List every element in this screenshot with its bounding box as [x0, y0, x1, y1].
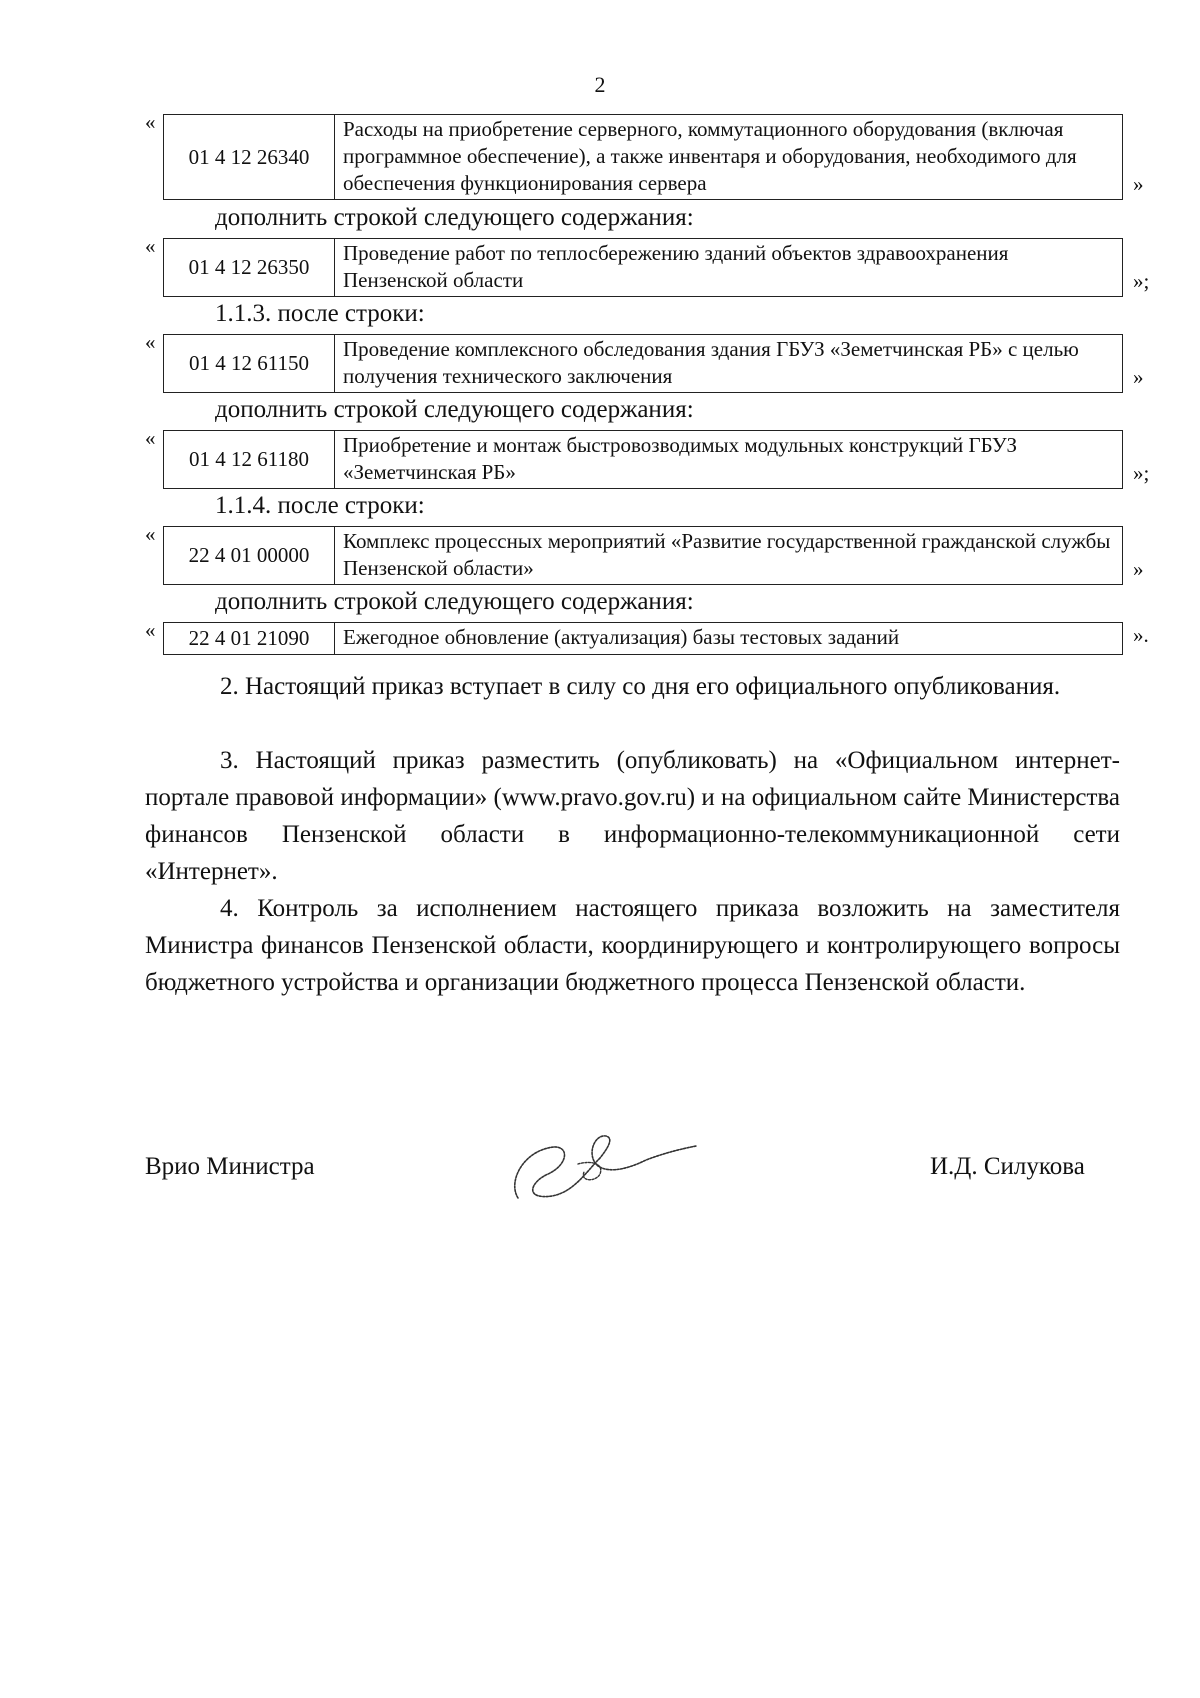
open-quote: « — [145, 110, 156, 134]
budget-code: 01 4 12 26350 — [164, 239, 335, 296]
open-quote: « — [145, 330, 156, 354]
budget-code: 01 4 12 61180 — [164, 431, 335, 488]
row-table — [163, 238, 1123, 297]
instruction-add-row: дополнить строкой следующего содержания: — [215, 588, 694, 615]
budget-description: Приобретение и монтаж быстровозводимых модульных конструкций ГБУЗ «Земетчинская РБ» — [343, 433, 1018, 484]
signatory-name: И.Д. Силукова — [930, 1153, 1085, 1180]
close-quote: » — [1133, 365, 1144, 389]
table-row — [145, 522, 1144, 585]
instruction-item-114: 1.1.4. после строки: — [215, 492, 425, 519]
table-row — [145, 110, 1144, 200]
close-quote: »; — [1133, 269, 1150, 293]
open-quote: « — [145, 234, 156, 258]
close-quote: » — [1133, 172, 1144, 196]
budget-code: 22 4 01 00000 — [164, 527, 335, 584]
instruction-add-row: дополнить строкой следующего содержания: — [215, 204, 694, 231]
row-table — [163, 622, 1123, 655]
row-table — [163, 334, 1123, 393]
budget-description: Расходы на приобретение серверного, коммутационного оборудования (включая программное обеспечение), а также инвентаря и оборудования, необходимого для обеспечения функционирования сервера — [343, 117, 1077, 195]
instruction-item-113: 1.1.3. после строки: — [215, 300, 425, 327]
page-number: 2 — [594, 72, 606, 97]
budget-description: Проведение комплексного обследования здания ГБУЗ «Земетчинская РБ» с целью получения технического заключения — [343, 337, 1079, 388]
budget-description: Ежегодное обновление (актуализация) базы тестовых заданий — [343, 625, 900, 649]
budget-description: Комплекс процессных мероприятий «Развитие государственной гражданской службы Пензенской области» — [343, 529, 1111, 580]
table-row — [145, 426, 1150, 489]
table-row — [145, 330, 1144, 393]
signature-image — [500, 1120, 700, 1210]
instruction-add-row: дополнить строкой следующего содержания: — [215, 396, 694, 423]
close-quote: »; — [1133, 461, 1150, 485]
budget-description: Проведение работ по теплосбережению зданий объектов здравоохранения Пензенской области — [343, 241, 1009, 292]
row-table — [163, 526, 1123, 585]
budget-code: 22 4 01 21090 — [164, 623, 335, 654]
budget-code: 01 4 12 26340 — [164, 115, 335, 199]
signatory-position: Врио Министра — [145, 1153, 315, 1180]
paragraph-2: 2. Настоящий приказ вступает в силу со дня его официального опубликования. — [220, 673, 1061, 700]
close-quote: ». — [1133, 623, 1149, 647]
paragraph-3: 3. Настоящий приказ разместить (опубликовать) на «Официальном интернет-портале правовой информации» (www.pravo.gov.ru) и на официальном сайте Министерства финансов Пензенской области в информационно-телекоммуникационной сети «Интернет». — [145, 747, 1120, 885]
close-quote: » — [1133, 557, 1144, 581]
open-quote: « — [145, 618, 156, 642]
row-table — [163, 114, 1123, 200]
open-quote: « — [145, 522, 156, 546]
table-row — [145, 618, 1149, 655]
row-table — [163, 430, 1123, 489]
table-row — [145, 234, 1150, 297]
open-quote: « — [145, 426, 156, 450]
paragraph-4: 4. Контроль за исполнением настоящего приказа возложить на заместителя Министра финансов Пензенской области, координирующего и контролирующего вопросы бюджетного устройства и организации бюджетного процесса Пензенской области. — [145, 895, 1120, 996]
budget-code: 01 4 12 61150 — [164, 335, 335, 392]
